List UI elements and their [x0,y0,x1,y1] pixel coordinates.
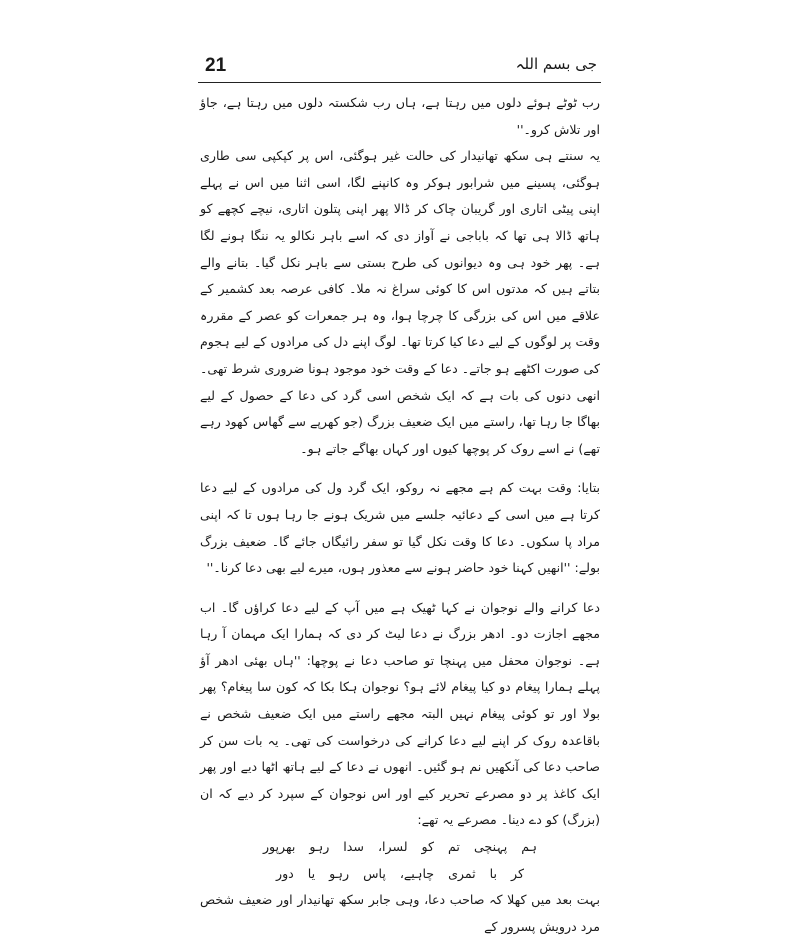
paragraph-5: بہت بعد میں کھلا کہ صاحب دعا، وہی جابر سکھ تھانیدار اور ضعیف شخص مرد درویش پسرور کے [200,892,600,934]
paragraph-2: یہ سنتے ہی سکھ تھانیدار کی حالت غیر ہوگئی، اس پر کپکپی سی طاری ہوگئی، پسینے میں شرابور ہوکر وہ کانپنے لگا، اسی اثنا میں اس نے پہلے اپنی پیٹی اتاری اور گریبان چاک کر ڈالا پھر اپنی پتلون اتاری، نیچے کچھے کو ہاتھ ڈالا ہی تھا کہ باباجی نے آواز دی کہ اسے باہر نکالو یہ ننگا ہونے لگا ہے۔ پھر خود ہی وہ دیوانوں کی طرح بستی سے باہر نکل گیا۔ بتانے والے بتاتے ہیں کہ مدتوں اس کا کوئی سراغ نہ ملا۔ کافی عرصہ بعد کشمیر کے علاقے میں اس کی بزرگی کا چرچا ہوا، وہ ہر جمعرات کو عصر کے مقررہ وقت پر لوگوں کے لیے دعا کیا کرتا تھا۔ لوگ اپنے دل کی مرادوں کے لیے ہجوم کی صورت اکٹھے ہو جاتے۔ دعا کے وقت خود موجود ہونا ضروری شرط تھی۔ انھی دنوں کی بات ہے کہ ایک شخص اسی گرد کی دعا کے حصول کے لیے بھاگا جا رہا تھا، راستے میں ایک ضعیف بزرگ (جو کھرپے سے گھاس کھود رہے تھے) نے اسے روک کر پوچھا کیوں اور کہاں بھاگے جاتے ہو۔ [200,148,600,456]
header-rule [198,82,601,83]
paragraph-4: دعا کرانے والے نوجوان نے کہا ٹھیک ہے میں آپ کے لیے دعا کراؤں گا۔ اب مجھے اجازت دو۔ ادھر بزرگ نے دعا لیٹ کر دی کہ ہمارا ایک مہمان آ رہا ہے۔ نوجوان محفل میں پہنچا تو صاحب دعا نے پوچھا: ''ہاں بھئی ادھر آؤ پہلے ہمارا پیغام دو کیا پیغام لائے ہو؟ نوجوان ہکا بکا کہ کون سا پیغام؟ پھر بولا اور تو کوئی پیغام نہیں البتہ مجھے راستے میں ایک ضعیف شخص نے باقاعدہ روک کر اپنے لیے دعا کرانے کی درخواست کی تھی۔ یہ بات سن کر صاحب دعا کی آنکھیں نم ہو گئیں۔ انھوں نے دعا کے لیے ہاتھ اٹھا دیے اور پھر ایک کاغذ پر دو مصرعے تحریر کیے اور اس نوجوان کے سپرد کر دیے کہ ان (بزرگ) کو دے دینا۔ مصرعے یہ تھے: [200,599,600,828]
paragraph-3: بتایا: وقت بہت کم ہے مجھے نہ روکو، ایک گرد ول کی مرادوں کے لیے دعا کرتا ہے میں اسی کے دعائیہ جلسے میں شریک ہونے جا رہا ہوں تا کہ اپنی مراد پا سکوں۔ دعا کا وقت نکل گیا تو سفر رائیگاں جائے گا۔ ضعیف بزرگ بولے: ''انھیں کہنا خود حاضر ہونے سے معذور ہوں، میرے لیے بھی دعا کرنا۔'' [200,480,600,576]
page-number: 21 [205,55,227,76]
paragraph-spacer [200,582,600,595]
running-title: جی بسم اللہ [515,55,597,73]
verse-line-1: ہم پہنچی تم کو لسرا، سدا رہو بھرپور [262,839,538,855]
verse-line-2: کر با ثمری چاہیے، پاس رہو یا دور [276,865,524,881]
paragraph-spacer [200,462,600,475]
body-text [200,90,600,940]
paragraph-1: رب ٹوٹے ہوئے دلوں میں رہتا ہے، ہاں رب شکستہ دلوں میں رہتا ہے، جاؤ اور تلاش کرو۔'' [200,95,600,137]
